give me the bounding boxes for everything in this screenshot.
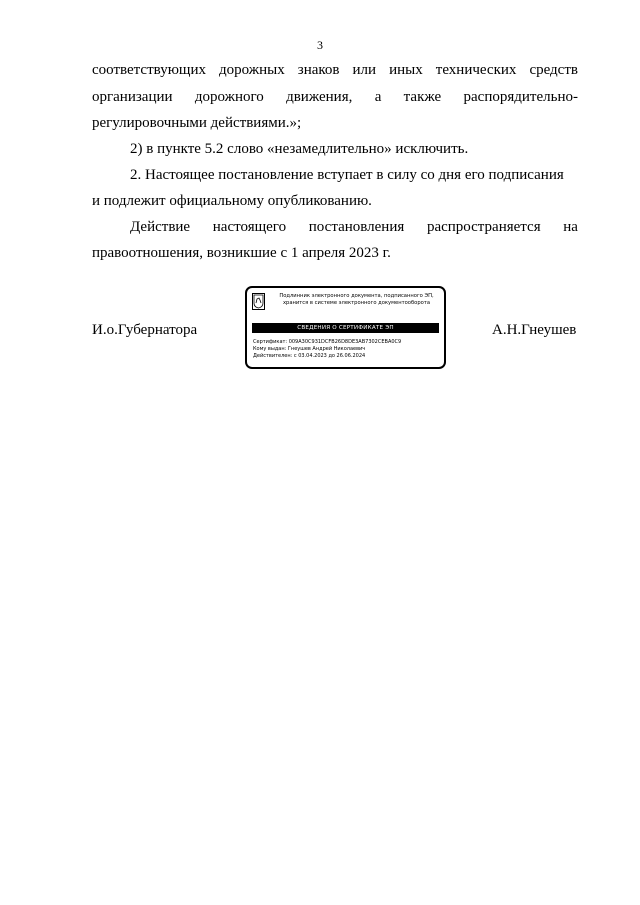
coat-of-arms-icon [252, 293, 265, 310]
body-line-6: и подлежит официальному опубликованию. [92, 193, 372, 209]
word: организации [92, 89, 173, 105]
certificate-validity: Действителен: с 03.04.2023 до 26.06.2024 [253, 353, 366, 359]
word: знаков [297, 62, 340, 78]
body-line-3: регулировочными действиями.»; [92, 115, 302, 131]
word: технических [435, 62, 517, 78]
word: распорядительно- [463, 89, 578, 105]
word: иных [389, 62, 423, 78]
stamp-header: СВЕДЕНИЯ О СЕРТИФИКАТЕ ЭП [252, 323, 439, 333]
word: а [374, 89, 382, 105]
stamp-notice [269, 293, 444, 307]
word: постановления [308, 219, 405, 235]
signatory-name: А.Н.Гнеушев [492, 322, 577, 338]
body-line-5: 2. Настоящее постановление вступает в силу со дня его подписания [130, 167, 564, 183]
word: дорожного [194, 89, 264, 105]
word: дорожных [219, 62, 285, 78]
body-line-2 [92, 89, 578, 106]
word: также [403, 89, 442, 105]
electronic-signature-stamp [245, 286, 446, 369]
body-line-8: правоотношения, возникшие с 1 апреля 2023 г. [92, 245, 391, 261]
body-line-4: 2) в пункте 5.2 слово «незамедлительно» исключить. [130, 141, 469, 157]
body-line-7 [130, 219, 578, 236]
body-line-1 [92, 62, 578, 79]
word: распространяется [426, 219, 541, 235]
certificate-owner: Кому выдан: Гнеушев Андрей Николаевич [253, 346, 366, 352]
certificate-number: Сертификат: 009A30C931DCFB26D8DE3AB7302CEBA0C9 [253, 339, 402, 345]
word: или [352, 62, 377, 78]
word: соответствующих [92, 62, 206, 78]
word: Действие [130, 219, 191, 235]
word: настоящего [212, 219, 287, 235]
word: средств [529, 62, 578, 78]
page-number: 3 [317, 38, 323, 52]
word: на [563, 219, 578, 235]
stamp-notice-line-1: Подлинник электронного документа, подписанного ЭП, [279, 293, 434, 299]
stamp-certificate-info [253, 339, 441, 360]
word: движения, [286, 89, 353, 105]
stamp-notice-line-2: хранится в системе электронного документооборота [282, 300, 431, 306]
signatory-position: И.о.Губернатора [92, 322, 198, 338]
